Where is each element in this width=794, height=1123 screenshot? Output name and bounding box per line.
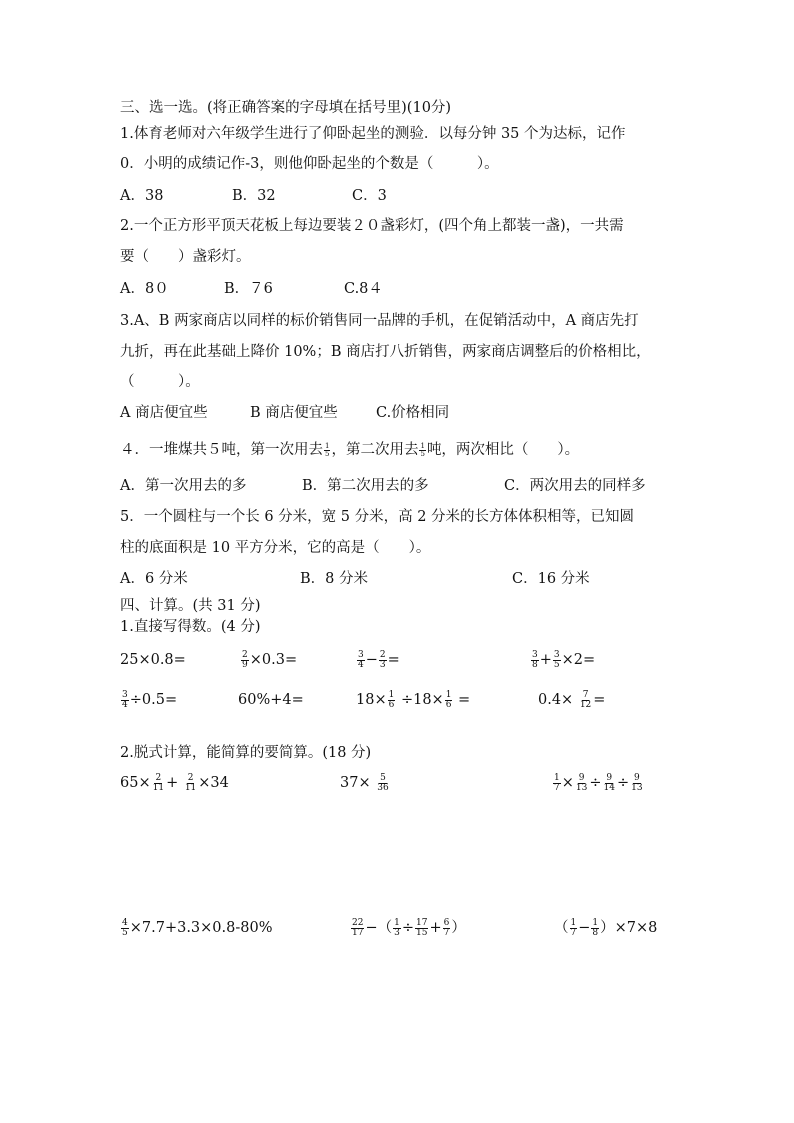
question-2-line-1: 2.一个正方形平顶天花板上每边要装２０盏彩灯，(四个角上都装一盏)，一共需 <box>120 218 624 234</box>
question-2-option-c: C.8４ <box>344 281 383 297</box>
expression: $\frac{22}{17}$ −（ $\frac{1}{3}$ ÷ $\frac{17}{15}$ + $\frac{6}{7}$ ） <box>352 917 466 938</box>
question-3-line-3: （ ）。 <box>120 374 200 390</box>
fraction: $\frac{9}{13}$ <box>631 772 643 793</box>
fraction: $\frac{1}{7}$ <box>554 772 560 793</box>
question-4-option-c: C．两次用去的同样多 <box>504 478 646 494</box>
calc-item: 0.4× $\frac{7}{12}$ = <box>538 689 606 710</box>
fraction: $\frac{2}{3}$ <box>379 649 386 670</box>
calc-item: 60%+4= <box>238 692 304 708</box>
question-2-option-b: B．７6 <box>224 281 273 297</box>
fraction: $\frac{5}{36}$ <box>377 772 389 793</box>
question-3-option-c: C.价格相同 <box>376 405 450 421</box>
subsection-1-title: 1.直接写得数。(4 分) <box>120 619 261 635</box>
fraction: $\frac{22}{17}$ <box>352 917 364 938</box>
question-1-line-2: 0．小明的成绩记作-3，则他仰卧起坐的个数是（ ）。 <box>120 156 499 172</box>
fraction: $\frac{3}{5}$ <box>553 649 560 670</box>
fraction: $\frac{3}{4}$ <box>122 689 128 710</box>
question-3-option-b: B 商店便宜些 <box>250 405 338 421</box>
fraction: $\frac{9}{13}$ <box>575 772 588 793</box>
fraction: $\frac{9}{14}$ <box>603 772 615 793</box>
calc-item: $\frac{2}{9}$ ×0.3= <box>242 649 298 670</box>
question-1-option-b: B．32 <box>232 188 276 204</box>
fraction: $\frac{1}{6}$ <box>445 689 452 710</box>
expression: $\frac{1}{7}$ × $\frac{9}{13}$ ÷ $\frac{9}{14}$ ÷ $\frac{9}{13}$ <box>554 772 643 793</box>
question-3-option-a: A 商店便宜些 <box>120 405 208 421</box>
calc-item: $\frac{3}{4}$ ÷0.5= <box>122 689 178 710</box>
expression: 65× $\frac{2}{11}$ + $\frac{2}{11}$ ×34 <box>120 772 229 793</box>
subsection-2-title: 2.脱式计算，能简算的要简算。(18 分) <box>120 745 372 761</box>
fraction: $\frac{2}{9}$ <box>242 649 248 670</box>
calc-item: $\frac{3}{4}$ − $\frac{2}{3}$ = <box>358 649 400 670</box>
fraction: $\frac{2}{11}$ <box>152 772 165 793</box>
fraction: $\frac{4}{5}$ <box>122 917 128 938</box>
question-4-option-a: A．第一次用去的多 <box>120 478 247 494</box>
question-1-option-c: C．3 <box>352 188 387 204</box>
question-4-line <box>120 440 579 460</box>
calc-item: 25×0.8= <box>120 652 186 668</box>
question-4-option-b: B．第二次用去的多 <box>302 478 429 494</box>
expression: （ $\frac{1}{7}$ − $\frac{1}{8}$ ）×7×8 <box>554 917 658 938</box>
fraction: $\frac{3}{8}$ <box>532 649 538 670</box>
question-4-text-2: ，第二次用去 <box>331 442 419 458</box>
calc-item: $\frac{3}{8}$ + $\frac{3}{5}$ ×2= <box>532 649 596 670</box>
fraction: $\frac{1}{8}$ <box>592 917 599 938</box>
question-3-line-2: 九折，再在此基础上降价 10%；B 商店打八折销售，两家商店调整后的价格相比， <box>120 344 651 360</box>
fraction: $\frac{3}{4}$ <box>358 649 364 670</box>
question-3-line-1: 3.A、B 两家商店以同样的标价销售同一品牌的手机，在促销活动中，A 商店先打 <box>120 313 639 329</box>
fraction: $\frac{1}{5}$ <box>325 441 330 458</box>
section-3-title: 三、选一选。(将正确答案的字母填在括号里)(10分) <box>120 100 452 116</box>
section-4-title: 四、计算。(共 31 分) <box>120 598 261 614</box>
question-2-option-a: A．8０ <box>120 281 169 297</box>
question-1-option-a: A．38 <box>120 188 164 204</box>
question-5-line-2: 柱的底面积是 10 平方分米，它的高是（ ）。 <box>120 540 431 556</box>
fraction: $\frac{2}{11}$ <box>184 772 197 793</box>
fraction: $\frac{1}{6}$ <box>388 689 395 710</box>
fraction: $\frac{1}{7}$ <box>570 917 577 938</box>
question-4-text-3: 吨，两次相比（ ）。 <box>426 442 580 458</box>
expression: 37× $\frac{5}{36}$ <box>340 772 389 793</box>
question-5-option-c: C．16 分米 <box>512 571 590 587</box>
question-2-line-2: 要（ ）盏彩灯。 <box>120 249 251 265</box>
expression: $\frac{4}{5}$ ×7.7+3.3×0.8-80% <box>122 917 273 938</box>
question-4-text-1: ４．一堆煤共５吨，第一次用去 <box>120 442 323 458</box>
question-5-option-b: B．8 分米 <box>300 571 368 587</box>
fraction: $\frac{17}{15}$ <box>416 917 428 938</box>
fraction: $\frac{6}{7}$ <box>443 917 450 938</box>
fraction: $\frac{1}{5}$ <box>420 441 425 458</box>
question-1-line-1: 1.体育老师对六年级学生进行了仰卧起坐的测验．以每分钟 35 个为达标，记作 <box>120 126 626 142</box>
question-5-line-1: 5．一个圆柱与一个长 6 分米，宽 5 分米，高 2 分米的长方体体积相等，已知圆 <box>120 509 635 525</box>
fraction: $\frac{7}{12}$ <box>579 689 592 710</box>
question-5-option-a: A．6 分米 <box>120 571 188 587</box>
calc-item: 18× $\frac{1}{6}$ ÷18× $\frac{1}{6}$ = <box>356 689 471 710</box>
fraction: $\frac{1}{3}$ <box>394 917 400 938</box>
